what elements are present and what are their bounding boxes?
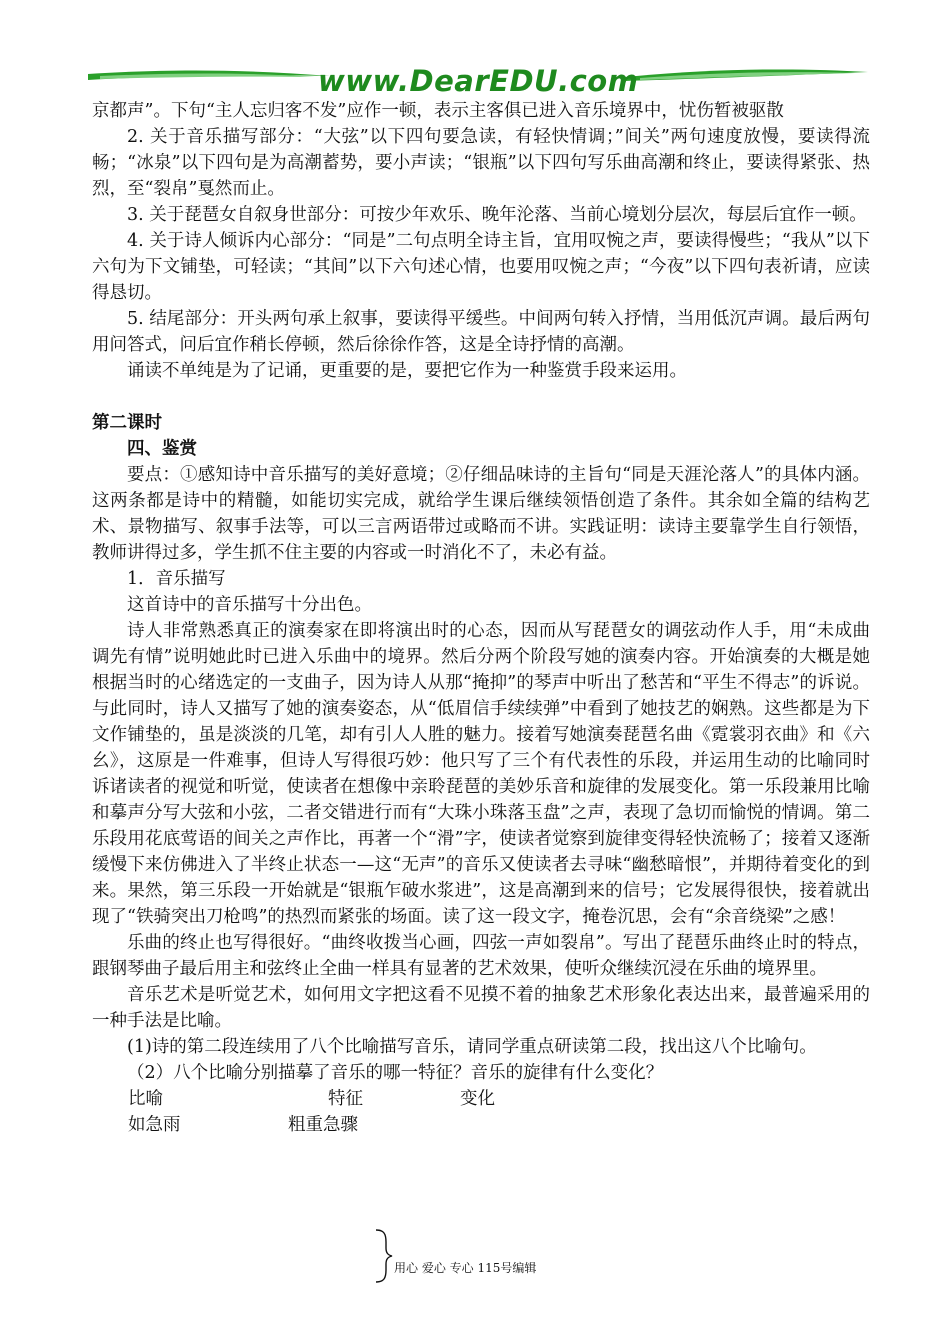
paragraph: 音乐艺术是听觉艺术，如何用文字把这看不见摸不着的抽象艺术形象化表达出来，最普遍采用的一种手法是比喻。 <box>92 985 870 1031</box>
table-row <box>92 1112 870 1138</box>
paragraph: （2）八个比喻分别描摹了音乐的哪一特征？音乐的旋律有什么变化？ <box>127 1063 664 1083</box>
paragraph: 要点：①感知诗中音乐描写的美好意境；②仔细品味诗的主旨句“同是天涯沦落人”的具体内涵。这两条都是诗中的精髓，如能切实完成，就给学生课后继续领悟创造了条件。其余如全篇的结构艺术、景物描写、叙事手法等，可以三言两语带过或略而不讲。实践证明：读诗主要靠学生自行领悟，教师讲得过多，学生抓不住主要的内容或一时消化不了，未必有益。 <box>92 465 870 563</box>
paragraph: 诵读不单纯是为了记诵，更重要的是，要把它作为一种鉴赏手段来运用。 <box>127 361 687 381</box>
paragraph: 4. 关于诗人倾诉内心部分：“同是”二句点明全诗主旨，宜用叹惋之声，要读得慢些；“我从”以下六句为下文铺垫，可轻读；“其间”以下六句述心情，也要用叹惋之声；“今夜”以下四句表祈请，应读得恳切。 <box>92 231 870 303</box>
table-header-cell: 特征 <box>328 1089 363 1109</box>
paragraph: 京都声”。下句“主人忘归客不发”应作一顿，表示主客俱已进入音乐境界中，忧伤暂被驱散 <box>92 101 784 121</box>
table-header-cell: 比喻 <box>128 1089 163 1109</box>
paragraph: 2. 关于音乐描写部分：“大弦”以下四句要急读，有轻快情调；”间关”两句速度放慢，要读得流畅；“冰泉”以下四句是为高潮蓄势，要小声读；“银瓶”以下四句写乐曲高潮和终止，要读得紧张、热烈，至“裂帛”戛然而止。 <box>92 127 870 199</box>
table-cell: 如急雨 <box>128 1115 181 1135</box>
document-body <box>92 98 870 1138</box>
spacer <box>92 384 870 410</box>
paragraph: 5. 结尾部分：开头两句承上叙事，要读得平缓些。中间两句转入抒情，当用低沉声调。最后两句用问答式，问后宜作稍长停顿，然后徐徐作答，这是全诗抒情的高潮。 <box>92 309 870 355</box>
paragraph: 诗人非常熟悉真正的演奏家在即将演出时的心态，因而从写琵琶女的调弦动作人手，用“未成曲调先有情”说明她此时已进入乐曲中的境界。然后分两个阶段写她的演奏内容。开始演奏的大概是她根据当时的心绪选定的一支曲子，因为诗人从那“掩抑”的琴声中听出了愁苦和“平生不得志”的诉说。与此同时，诗人又描写了她的演奏姿态，从“低眉信手续续弹”中看到了她技艺的娴熟。这些都是为下文作铺垫的，虽是淡淡的几笔，却有引人人胜的魅力。接着写她演奏琵琶名曲《霓裳羽衣曲》和《六幺》，这原是一件难事，但诗人写得很巧妙：他只写了三个有代表性的乐段，并运用生动的比喻同时诉诸读者的视觉和听觉，使读者在想像中亲聆琵琶的美妙乐音和旋律的发展变化。第一乐段兼用比喻和摹声分写大弦和小弦，二者交错进行而有“大珠小珠落玉盘”之声，表现了急切而愉悦的情调。第二乐段用花底莺语的间关之声作比，再著一个“滑”字，使读者觉察到旋律变得轻快流畅了；接着又逐渐缓慢下来仿佛进入了半终止状态一—这“无声”的音乐又使读者去寻味“幽愁暗恨”，并期待着变化的到来。果然，第三乐段一开始就是“银瓶乍破水浆进”，这是高潮到来的信号；它发展得很快，接着就出现了“铁骑突出刀枪鸣”的热烈而紧张的场面。读了这一段文字，掩卷沉思，会有“余音绕梁”之感！ <box>92 621 870 927</box>
table-header-row <box>92 1086 870 1112</box>
paragraph: 3. 关于琵琶女自叙身世部分：可按少年欢乐、晚年沦落、当前心境划分层次，每层后宜作一顿。 <box>127 205 867 225</box>
lesson-title: 第二课时 <box>92 413 162 433</box>
table-header-cell: 变化 <box>460 1089 495 1109</box>
footer-note: 用心 爱心 专心 115号编辑 <box>394 1261 537 1275</box>
table-cell: 粗重急骤 <box>288 1115 358 1135</box>
paragraph: 1．音乐描写 <box>127 569 226 589</box>
site-logo-text[interactable]: www.DearEDU.com <box>318 64 639 98</box>
section-heading: 四、鉴赏 <box>127 439 197 459</box>
page-header <box>0 0 950 100</box>
paragraph: 乐曲的终止也写得很好。“曲终收拨当心画，四弦一声如裂帛”。写出了琵琶乐曲终止时的特点，跟钢琴曲子最后用主和弦终止全曲一样具有显著的艺术效果，使听众继续沉浸在乐曲的境界里。 <box>92 933 870 979</box>
paragraph: (1)诗的第二段连续用了八个比喻描写音乐，请同学重点研读第二段，找出这八个比喻句。 <box>127 1037 817 1057</box>
paragraph: 这首诗中的音乐描写十分出色。 <box>127 595 372 615</box>
